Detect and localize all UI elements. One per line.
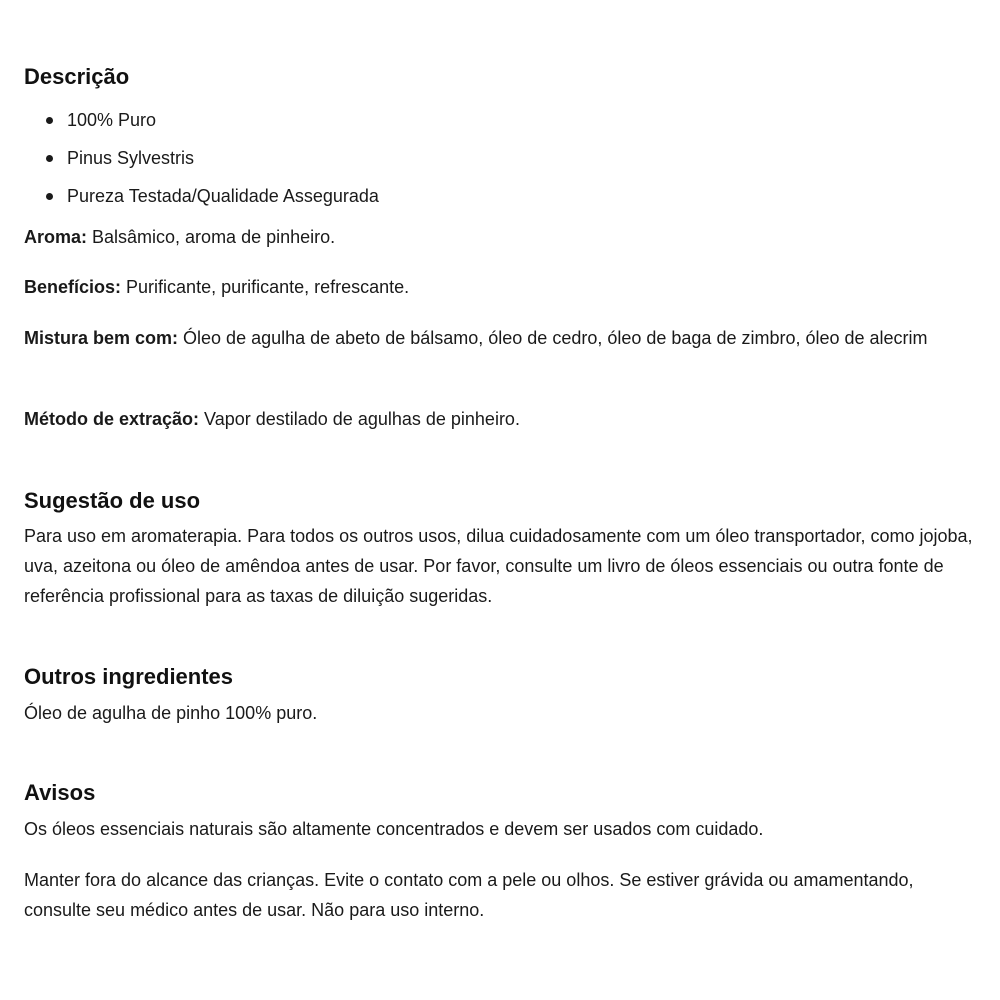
aroma-label: Aroma: [24, 227, 88, 247]
beneficios-paragraph [24, 272, 409, 302]
beneficios-label: Benefícios: [24, 277, 122, 297]
outros-ingredientes-paragraph: Óleo de agulha de pinho 100% puro. [24, 703, 318, 723]
metodo-paragraph [24, 404, 520, 434]
section-title-descricao: Descrição [24, 64, 130, 89]
section-title-sugestao: Sugestão de uso [24, 488, 201, 513]
metodo-label: Método de extração: [24, 409, 200, 429]
aroma-text: Balsâmico, aroma de pinheiro. [87, 227, 336, 247]
description-list [24, 101, 984, 215]
metodo-text: Vapor destilado de agulhas de pinheiro. [199, 409, 520, 429]
mistura-text: Óleo de agulha de abeto de bálsamo, óleo de cedro, óleo de baga de zimbro, óleo de alecrim [178, 328, 928, 348]
list-item: Pinus Sylvestris [24, 139, 984, 177]
avisos-paragraph-2: Manter fora do alcance das crianças. Evite o contato com a pele ou olhos. Se estiver grávida ou amamentando, consulte seu médico antes de usar. Não para uso interno. [24, 870, 914, 920]
list-item: 100% Puro [24, 101, 984, 139]
sugestao-paragraph: Para uso em aromaterapia. Para todos os outros usos, dilua cuidadosamente com um óleo transportador, como jojoba, uva, azeitona ou óleo de amêndoa antes de usar. Por favor, consulte um livro de óleos essenciais ou outra fonte de referência profissional para as taxas de diluição sugeridas. [24, 526, 973, 606]
mistura-paragraph [24, 323, 964, 353]
section-title-avisos: Avisos [24, 780, 96, 805]
beneficios-text: Purificante, purificante, refrescante. [121, 277, 410, 297]
list-item: Pureza Testada/Qualidade Assegurada [24, 177, 984, 215]
aroma-paragraph [24, 222, 335, 252]
avisos-paragraph-1: Os óleos essenciais naturais são altamente concentrados e devem ser usados com cuidado. [24, 819, 764, 839]
section-title-outros-ingredientes: Outros ingredientes [24, 664, 234, 689]
mistura-label: Mistura bem com: [24, 328, 179, 348]
